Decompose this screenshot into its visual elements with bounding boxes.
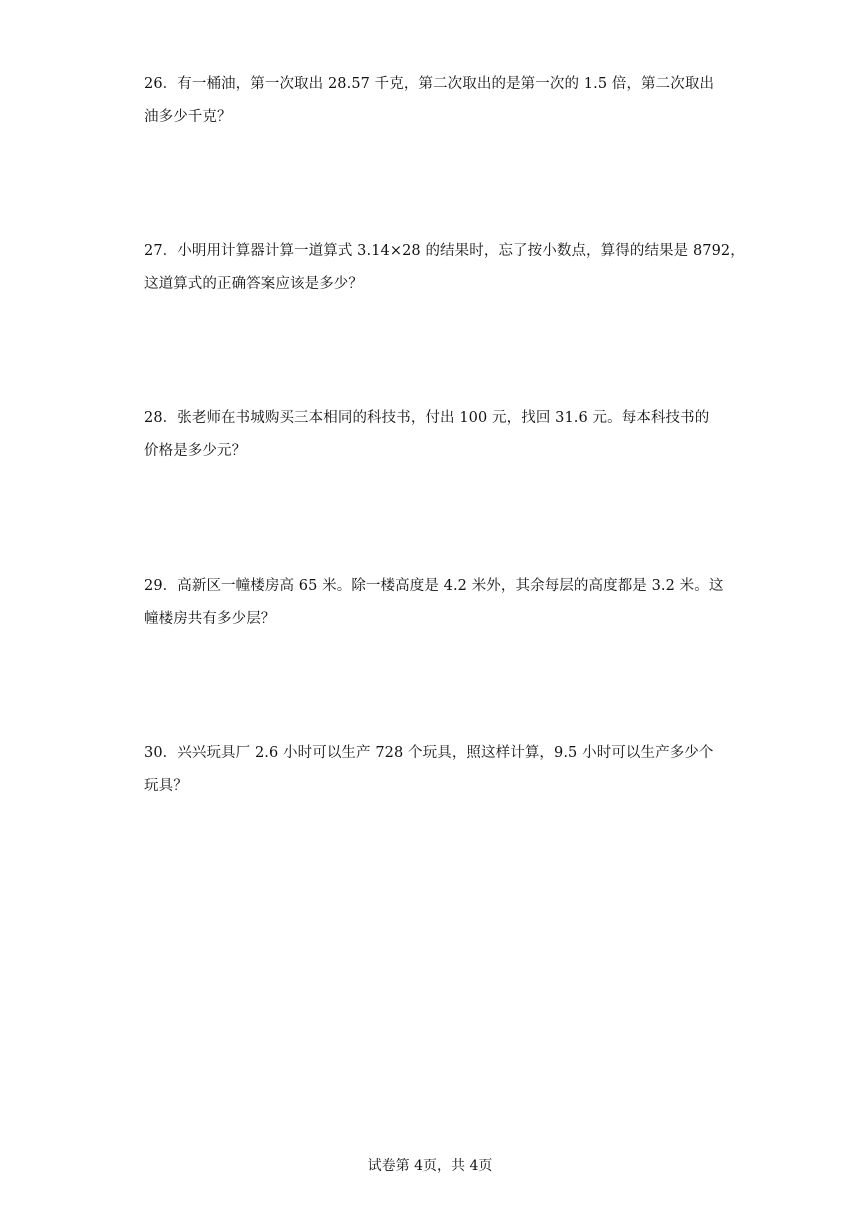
question-27 <box>144 235 745 301</box>
question-28-line-1: 28．张老师在书城购买三本相同的科技书，付出 100 元，找回 31.6 元。每本科技书的 <box>144 410 710 426</box>
question-26 <box>144 68 724 134</box>
question-27-line-1: 27．小明用计算器计算一道算式 3.14×28 的结果时，忘了按小数点，算得的结果是 8792， <box>144 243 745 259</box>
question-26-line-2: 油多少千克？ <box>144 109 232 125</box>
question-30-line-1: 30．兴兴玩具厂 2.6 小时可以生产 728 个玩具，照这样计算，9.5 小时可以生产多少个 <box>144 745 714 761</box>
question-30-line-2: 玩具？ <box>144 778 188 794</box>
question-29-line-1: 29．高新区一幢楼房高 65 米。除一楼高度是 4.2 米外，其余每层的高度都是 3.2 米。这 <box>144 578 724 594</box>
question-28-line-2: 价格是多少元？ <box>144 443 247 459</box>
question-26-line-1: 26．有一桶油，第一次取出 28.57 千克，第二次取出的是第一次的 1.5 倍，第二次取出 <box>144 76 715 92</box>
question-27-line-2: 这道算式的正确答案应该是多少？ <box>144 276 363 292</box>
question-29-line-2: 幢楼房共有多少层？ <box>144 611 276 627</box>
question-28 <box>144 402 724 468</box>
page-footer: 试卷第 4页，共 4页 <box>367 1158 493 1174</box>
question-29 <box>144 570 724 636</box>
question-30 <box>144 737 724 803</box>
